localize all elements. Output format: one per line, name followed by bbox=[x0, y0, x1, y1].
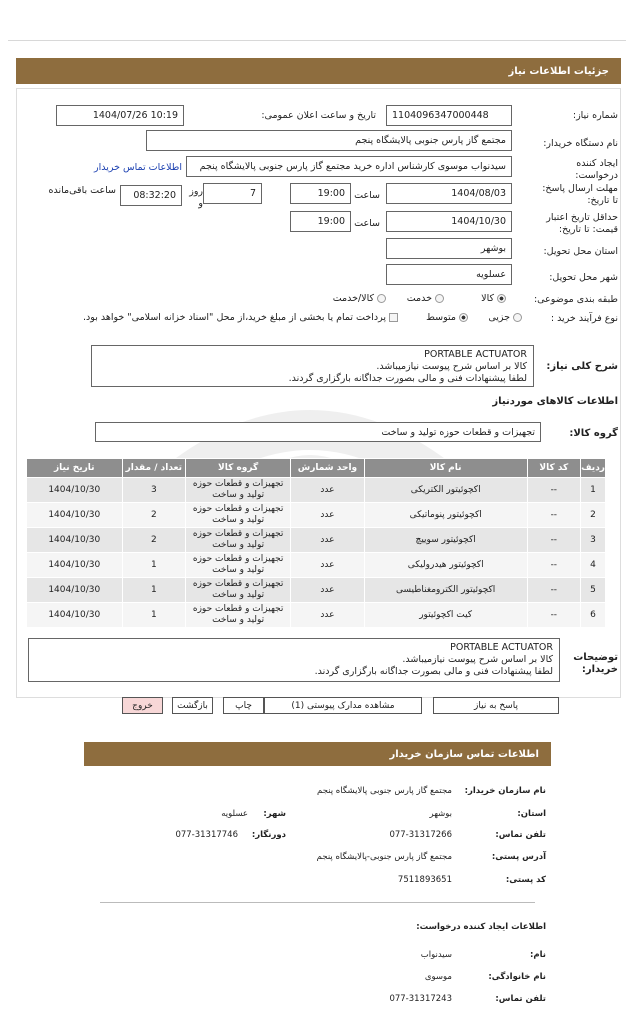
col-unit: واحد شمارش bbox=[291, 459, 365, 478]
radio-icon bbox=[377, 294, 386, 303]
table-row bbox=[27, 478, 606, 503]
validity-label: حداقل تاریخ اعتبار قیمت: تا تاریخ: bbox=[546, 212, 618, 235]
buyer-org-field: مجتمع گاز پارس جنوبی پالایشگاه پنجم bbox=[146, 130, 512, 151]
reply-button[interactable]: پاسخ به نیاز bbox=[433, 697, 559, 714]
cell-group: تجهیزات و قطعات حوزه تولید و ساخت bbox=[186, 503, 291, 528]
creator-phone-label: تلفن تماس: bbox=[495, 994, 546, 1004]
cell-qty: 2 bbox=[122, 503, 186, 528]
cell-date: 1404/10/30 bbox=[27, 478, 123, 503]
announce-label: تاریخ و ساعت اعلان عمومی: bbox=[261, 110, 376, 121]
buyer-notes-box bbox=[28, 638, 560, 682]
goods-header-row bbox=[27, 459, 606, 478]
cell-code: -- bbox=[527, 603, 581, 628]
col-code: کد کالا bbox=[527, 459, 581, 478]
table-row bbox=[27, 553, 606, 578]
treasury-checkbox[interactable]: پرداخت تمام یا بخشی از مبلغ خرید،از محل "اسناد خزانه اسلامی" خواهد بود. bbox=[83, 312, 398, 323]
summary-line-2: کالا بر اساس شرح پیوست نیازمیباشد. bbox=[376, 361, 527, 372]
cell-group: تجهیزات و قطعات حوزه تولید و ساخت bbox=[186, 478, 291, 503]
cell-qty: 2 bbox=[122, 528, 186, 553]
day-label: روز و bbox=[189, 186, 203, 209]
view-attachments-button[interactable]: مشاهده مدارک پیوستی (1) bbox=[264, 697, 422, 714]
creator-family: موسوی bbox=[424, 972, 452, 982]
contact-province: بوشهر bbox=[429, 809, 452, 819]
cell-group: تجهیزات و قطعات حوزه تولید و ساخت bbox=[186, 578, 291, 603]
announce-field: 1404/07/26 10:19 bbox=[56, 105, 184, 126]
print-button[interactable]: چاپ bbox=[223, 697, 264, 714]
cell-qty: 3 bbox=[122, 478, 186, 503]
summary-box bbox=[91, 345, 534, 387]
contact-title: اطلاعات تماس سازمان خریدار bbox=[389, 748, 539, 760]
contact-postal: 7511893651 bbox=[397, 875, 452, 885]
cell-code: -- bbox=[527, 553, 581, 578]
contact-phone: 077-31317266 bbox=[389, 830, 452, 840]
cell-unit: عدد bbox=[291, 503, 365, 528]
top-divider bbox=[8, 40, 626, 41]
cell-unit: عدد bbox=[291, 578, 365, 603]
need-number-label: شماره نیاز: bbox=[572, 110, 618, 121]
radio-checked-icon bbox=[459, 313, 468, 322]
col-index: ردیف bbox=[581, 459, 606, 478]
category-label: طبقه بندی موضوعی: bbox=[533, 294, 618, 305]
contact-address-label: آدرس پستی: bbox=[491, 852, 546, 862]
table-row bbox=[27, 528, 606, 553]
cell-code: -- bbox=[527, 528, 581, 553]
province-field: بوشهر bbox=[386, 238, 512, 259]
cell-name: اکچوئیتور الکترومغناطیسی bbox=[364, 578, 527, 603]
remaining-label: ساعت باقی‌مانده bbox=[48, 185, 116, 196]
province-label: استان محل تحویل: bbox=[543, 246, 618, 257]
creator-family-label: نام خانوادگی: bbox=[488, 972, 546, 982]
col-group: گروه کالا bbox=[186, 459, 291, 478]
process-option-minor[interactable]: جزیی bbox=[488, 312, 522, 323]
cell-name: اکچوئیتور سوییچ bbox=[364, 528, 527, 553]
cell-index: 1 bbox=[581, 478, 606, 503]
need-number-field: 1104096347000448 bbox=[386, 105, 512, 126]
remaining-time-field: 08:32:20 bbox=[120, 185, 182, 206]
cell-unit: عدد bbox=[291, 603, 365, 628]
cell-index: 3 bbox=[581, 528, 606, 553]
table-row bbox=[27, 503, 606, 528]
cell-code: -- bbox=[527, 503, 581, 528]
cell-name: اکچوئیتور پنوماتیکی bbox=[364, 503, 527, 528]
days-field: 7 bbox=[203, 183, 262, 204]
col-qty: تعداد / مقدار bbox=[122, 459, 186, 478]
validity-time-field: 19:00 bbox=[290, 211, 351, 232]
notes-line-2: کالا بر اساس شرح پیوست نیازمیباشد. bbox=[402, 654, 553, 665]
cell-date: 1404/10/30 bbox=[27, 553, 123, 578]
cell-index: 6 bbox=[581, 603, 606, 628]
checkbox-icon bbox=[389, 313, 398, 322]
category-option-goods[interactable]: کالا bbox=[481, 293, 506, 304]
summary-line-3: لطفا پیشنهادات فنی و مالی بصورت جداگانه بارگزاری گردند. bbox=[288, 373, 527, 384]
page-title: جزئیات اطلاعات نیاز bbox=[508, 65, 609, 77]
process-label: نوع فرآیند خرید : bbox=[550, 313, 618, 324]
cell-unit: عدد bbox=[291, 528, 365, 553]
cell-date: 1404/10/30 bbox=[27, 528, 123, 553]
city-label: شهر محل تحویل: bbox=[549, 272, 618, 283]
contact-postal-label: کد پستی: bbox=[505, 875, 546, 885]
table-row bbox=[27, 578, 606, 603]
contact-divider bbox=[100, 902, 535, 903]
exit-button[interactable]: خروج bbox=[122, 697, 163, 714]
goods-group-label: گروه کالا: bbox=[569, 428, 618, 439]
contact-title-bar bbox=[84, 742, 551, 766]
radio-icon bbox=[435, 294, 444, 303]
radio-checked-icon bbox=[497, 294, 506, 303]
cell-code: -- bbox=[527, 578, 581, 603]
buyer-org-label: نام دستگاه خریدار: bbox=[543, 138, 618, 149]
col-date: تاریخ نیاز bbox=[27, 459, 123, 478]
cell-qty: 1 bbox=[122, 578, 186, 603]
cell-date: 1404/10/30 bbox=[27, 578, 123, 603]
back-button[interactable]: بازگشت bbox=[172, 697, 213, 714]
category-option-service[interactable]: خدمت bbox=[407, 293, 444, 304]
cell-name: اکچوئیتور هیدرولیکی bbox=[364, 553, 527, 578]
cell-date: 1404/10/30 bbox=[27, 603, 123, 628]
reply-time-field: 19:00 bbox=[290, 183, 351, 204]
goods-group-field: تجهیزات و قطعات حوزه تولید و ساخت bbox=[95, 422, 541, 442]
contact-phone-label: تلفن تماس: bbox=[495, 830, 546, 840]
summary-label: شرح کلی نیاز: bbox=[546, 361, 618, 372]
cell-date: 1404/10/30 bbox=[27, 503, 123, 528]
creator-info-title: اطلاعات ایجاد کننده درخواست: bbox=[416, 922, 546, 932]
process-option-medium[interactable]: متوسط bbox=[426, 312, 468, 323]
reply-deadline-label: مهلت ارسال پاسخ: تا تاریخ: bbox=[542, 183, 618, 206]
contact-province-label: استان: bbox=[517, 809, 546, 819]
contact-city: عسلویه bbox=[221, 809, 248, 819]
cell-name: اکچوئیتور الکتریکی bbox=[364, 478, 527, 503]
city-field: عسلویه bbox=[386, 264, 512, 285]
col-name: نام کالا bbox=[364, 459, 527, 478]
cell-index: 2 bbox=[581, 503, 606, 528]
table-row bbox=[27, 603, 606, 628]
contact-fax: 077-31317746 bbox=[175, 830, 238, 840]
contact-city-label: شهر: bbox=[263, 809, 286, 819]
reply-date-field: 1404/08/03 bbox=[386, 183, 512, 204]
creator-name: سیدنواب bbox=[420, 950, 452, 960]
buyer-contact-link[interactable]: اطلاعات تماس خریدار bbox=[93, 162, 182, 173]
notes-line-1: PORTABLE ACTUATOR bbox=[450, 642, 553, 653]
cell-group: تجهیزات و قطعات حوزه تولید و ساخت bbox=[186, 553, 291, 578]
contact-fax-label: دورنگار: bbox=[251, 830, 286, 840]
validity-date-field: 1404/10/30 bbox=[386, 211, 512, 232]
cell-group: تجهیزات و قطعات حوزه تولید و ساخت bbox=[186, 528, 291, 553]
radio-icon bbox=[513, 313, 522, 322]
goods-table bbox=[26, 458, 606, 628]
creator-name-label: نام: bbox=[529, 950, 546, 960]
cell-index: 5 bbox=[581, 578, 606, 603]
cell-group: تجهیزات و قطعات حوزه تولید و ساخت bbox=[186, 603, 291, 628]
contact-org-label: نام سازمان خریدار: bbox=[464, 786, 546, 796]
cell-name: کیت اکچوئیتور bbox=[364, 603, 527, 628]
cell-unit: عدد bbox=[291, 478, 365, 503]
cell-qty: 1 bbox=[122, 603, 186, 628]
cell-qty: 1 bbox=[122, 553, 186, 578]
creator-label: ایجاد کننده درخواست: bbox=[575, 158, 618, 181]
cell-unit: عدد bbox=[291, 553, 365, 578]
contact-address: مجتمع گاز پارس جنوبی-پالایشگاه پنجم bbox=[316, 852, 452, 862]
cell-index: 4 bbox=[581, 553, 606, 578]
page-title-bar bbox=[16, 58, 621, 84]
contact-org: مجتمع گاز پارس جنوبی پالایشگاه پنجم bbox=[317, 786, 452, 796]
creator-phone: 077-31317243 bbox=[389, 994, 452, 1004]
creator-field: سیدنواب موسوی کارشناس اداره خرید مجتمع گاز پارس جنوبی پالایشگاه پنجم bbox=[186, 156, 512, 177]
notes-line-3: لطفا پیشنهادات فنی و مالی بصورت جداگانه بارگزاری گردند. bbox=[314, 666, 553, 677]
cell-code: -- bbox=[527, 478, 581, 503]
category-option-both[interactable]: کالا/خدمت bbox=[333, 293, 386, 304]
summary-line-1: PORTABLE ACTUATOR bbox=[424, 349, 527, 360]
buyer-notes-label: توضیحات خریدار: bbox=[573, 652, 618, 675]
goods-section-title: اطلاعات کالاهای موردنیاز bbox=[492, 396, 618, 407]
validity-time-label: ساعت bbox=[354, 218, 380, 229]
reply-time-label: ساعت bbox=[354, 190, 380, 201]
